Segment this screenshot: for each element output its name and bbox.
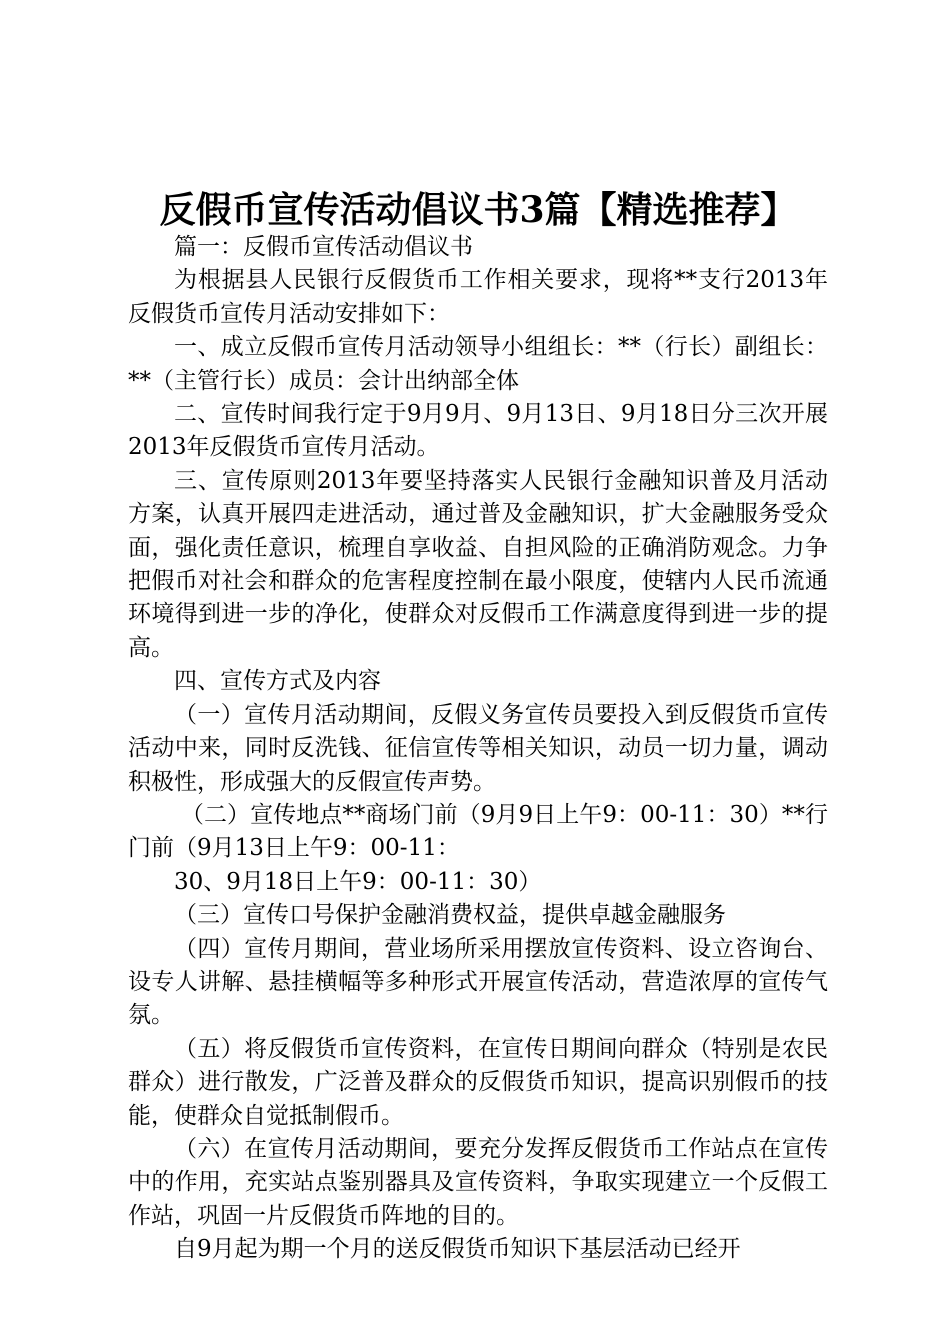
- paragraph-item-3: （三）宣传口号保护金融消费权益，提供卓越金融服务: [174, 902, 726, 929]
- document-body: [128, 231, 828, 1267]
- intro-paragraph: 为根据县人民银行反假货币工作相关要求，现将**支行2013年反假货币宣传月活动安排如下：: [128, 267, 828, 327]
- paragraph-item-1: （一）宣传月活动期间，反假义务宣传员要投入到反假货币宣传活动中来，同时反洗钱、征信宣传等相关知识，动员一切力量，调动积极性，形成强大的反假宣传声势。: [128, 701, 828, 795]
- document-title: 反假币宣传活动倡议书3篇【精选推荐】: [159, 189, 797, 231]
- paragraph-schedule: 二、宣传时间我行定于9月9月、9月13日、9月18日分三次开展2013年反假货币宣传月活动。: [128, 401, 828, 461]
- paragraph-method-heading: 四、宣传方式及内容: [174, 668, 381, 695]
- section-heading: 篇一：反假币宣传活动倡议书: [174, 234, 473, 260]
- paragraph-principle: 三、宣传原则2013年要坚持落实人民银行金融知识普及月活动方案，认真开展四走进活动，通过普及金融知识，扩大金融服务受众面，强化责任意识，梳理自享收益、自担风险的正确消防观念。力争把假币对社会和群众的危害程度控制在最小限度，使辖内人民币流通环境得到进一步的净化，使群众对反假币工作满意度得到进一步的提高。: [128, 467, 828, 661]
- paragraph-item-5: （五）将反假货币宣传资料，在宣传日期间向群众（特别是农民群众）进行散发，广泛普及群众的反假货币知识，提高识别假币的技能，使群众自觉抵制假币。: [128, 1035, 828, 1129]
- paragraph-item-6: （六）在宣传月活动期间，要充分发挥反假货币工作站点在宣传中的作用，充实站点鉴别器具及宣传资料，争取实现建立一个反假工作站，巩固一片反假货币阵地的目的。: [128, 1135, 828, 1229]
- paragraph-closing: 自9月起为期一个月的送反假货币知识下基层活动已经开: [174, 1236, 741, 1263]
- paragraph-item-4: （四）宣传月期间，营业场所采用摆放宣传资料、设立咨询台、设专人讲解、悬挂横幅等多种形式开展宣传活动，营造浓厚的宣传气氛。: [128, 935, 828, 1029]
- paragraph-item-2: （二）宣传地点**商场门前（9月9日上午9：00-11：30）**行门前（9月13日上午9：00-11：: [128, 801, 828, 862]
- paragraph-item-2-continued: 30、9月18日上午9：00-11：30）: [174, 868, 542, 895]
- paragraph-leadership: 一、成立反假币宣传月活动领导小组组长：**（行长）副组长：**（主管行长）成员：会计出纳部全体: [128, 334, 828, 394]
